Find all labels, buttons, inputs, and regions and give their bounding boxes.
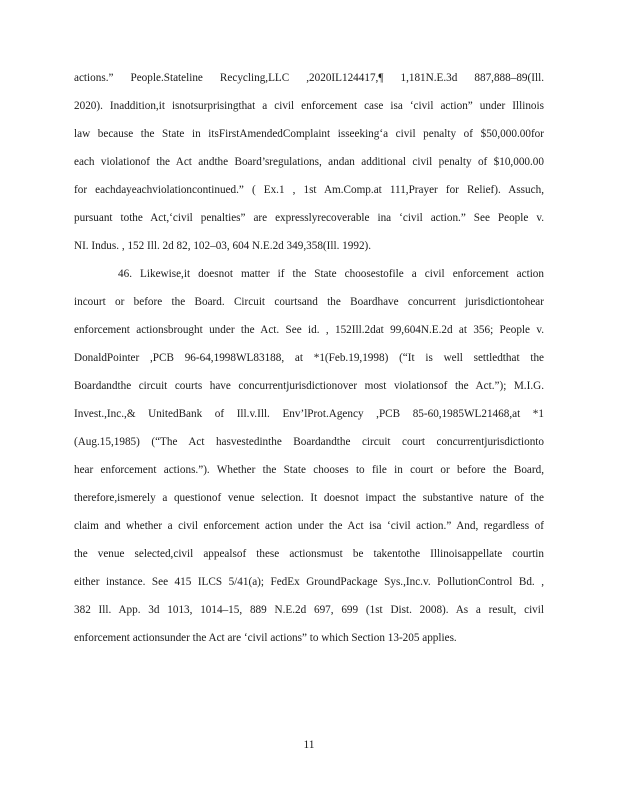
paragraph-46-start: 46. Likewise,it doesnot matter if the State choosestofile a civil enforcement action (118, 268, 544, 280)
text-line: the venue selected,civil appealsof these actionsmust be takentothe Illinoisappellate courtin (74, 548, 544, 560)
text-line: Boardandthe circuit courts have concurrentjurisdictionover most violationsof the Act.”); M.I.G. (74, 380, 544, 392)
text-line: (Aug.15,1985) (“The Act hasvestedinthe Boardandthe circuit court concurrentjurisdictionto (74, 436, 544, 448)
text-line: enforcement actionsbrought under the Act. See id. , 152Ill.2dat 99,604N.E.2d at 356; People v. (74, 324, 544, 336)
text-line: each violationof the Act andthe Board’sregulations, andan additional civil penalty of $10,000.00 (74, 156, 544, 168)
text-line: either instance. See 415 ILCS 5/41(a); FedEx GroundPackage Sys.,Inc.v. PollutionControl Bd. , (74, 576, 544, 588)
text-line: 382 Ill. App. 3d 1013, 1014–15, 889 N.E.2d 697, 699 (1st Dist. 2008). As a result, civil (74, 604, 544, 616)
text-line: for eachdayeachviolationcontinued.” ( Ex.1 , 1st Am.Comp.at 111,Prayer for Relief). Assuch, (74, 184, 544, 196)
text-line: enforcement actionsunder the Act are ‘civil actions” to which Section 13-205 applies. (74, 632, 457, 644)
text-line: therefore,ismerely a questionof venue selection. It doesnot impact the substantive nature of the (74, 492, 544, 504)
text-line: incourt or before the Board. Circuit courtsand the Boardhave concurrent jurisdictiontohear (74, 296, 544, 308)
text-line: pursuant tothe Act,‘civil penalties” are expresslyrecoverable ina ‘civil action.” See People v. (74, 212, 544, 224)
page-number: 11 (303, 739, 315, 751)
text-line: NI. Indus. , 152 Ill. 2d 82, 102–03, 604 N.E.2d 349,358(Ill. 1992). (74, 240, 372, 252)
text-line: hear enforcement actions.”). Whether the State chooses to file in court or before the Board, (74, 464, 544, 476)
text-line: claim and whether a civil enforcement action under the Act isa ‘civil action.” And, regardless of (74, 520, 544, 532)
text-line: 2020). Inaddition,it isnotsurprisingthat a civil enforcement case isa ‘civil action” under Illinois (74, 100, 544, 112)
text-line: actions.” People.Stateline Recycling,LLC ,2020IL124417,¶ 1,181N.E.3d 887,888–89(Ill. (74, 72, 544, 84)
text-line: DonaldPointer ,PCB 96-64,1998WL83188, at *1(Feb.19,1998) (“It is well settledthat the (74, 352, 544, 364)
text-line: law because the State in itsFirstAmendedComplaint isseeking‘a civil penalty of $50,000.00for (74, 128, 544, 140)
text-line: Invest.,Inc.,& UnitedBank of Ill.v.Ill. Env’lProt.Agency ,PCB 85-60,1985WL21468,at *1 (74, 408, 544, 420)
